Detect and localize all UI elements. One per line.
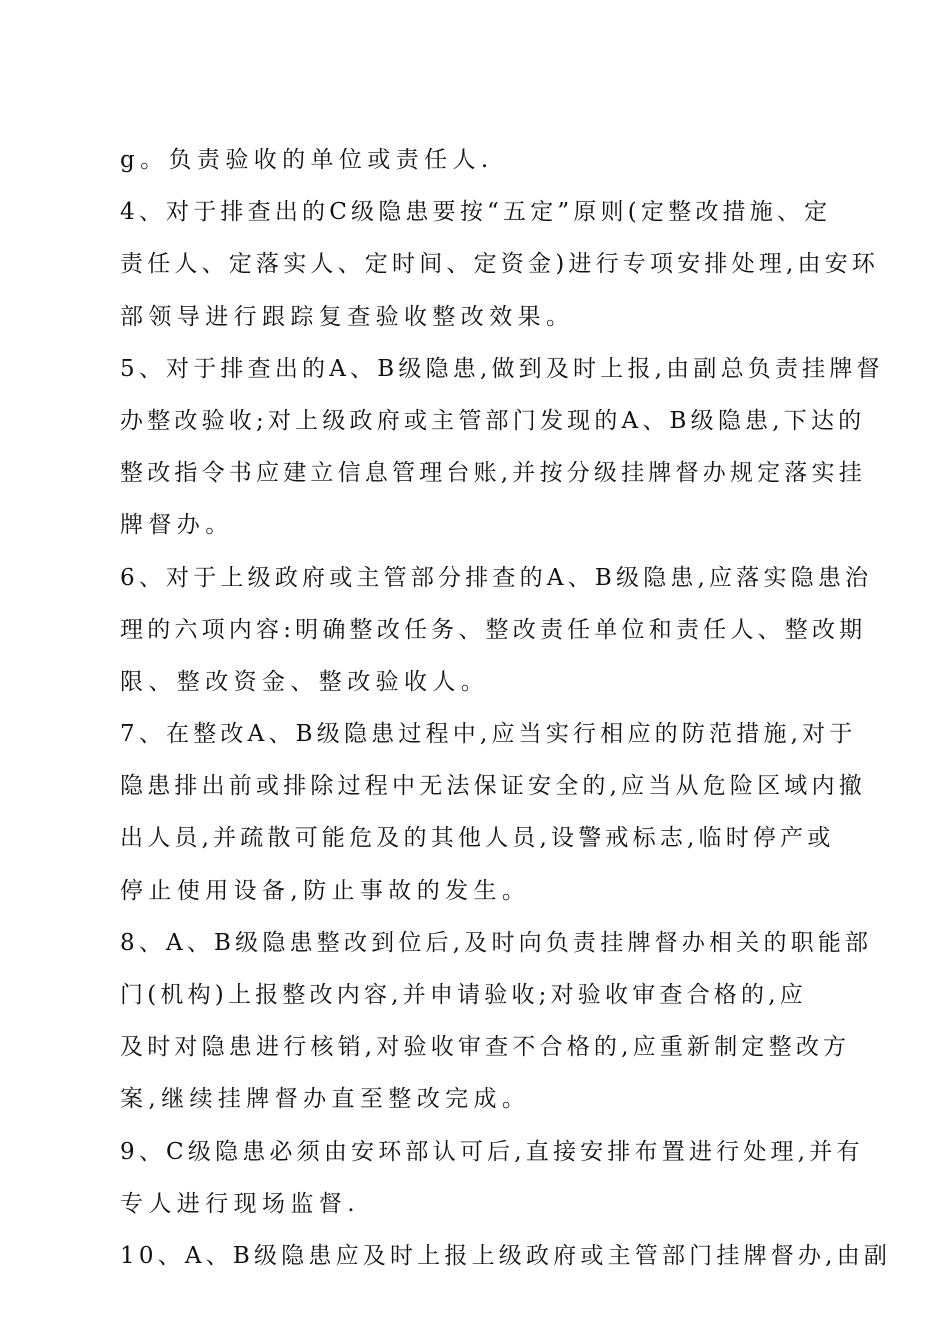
text-line-22: 10、A、B级隐患应及时上报上级政府或主管部门挂牌督办,由副 [120, 1242, 892, 1269]
text-line-14: 出人员,并疏散可能危及的其他人员,设警戒标志,临时停产或 [120, 825, 835, 852]
text-line-16: 8、A、B级隐患整改到位后,及时向负责挂牌督办相关的职能部 [120, 929, 873, 956]
text-line-2: 4、对于排查出的C级隐患要按“五定”原则(定整改措施、定 [120, 199, 832, 226]
text-line-15: 停止使用设备,防止事故的发生。 [120, 877, 531, 904]
text-line-19: 案,继续挂牌督办直至整改完成。 [120, 1086, 531, 1113]
text-line-21: 专人进行现场监督. [120, 1190, 360, 1217]
text-line-8: 牌督办。 [120, 512, 234, 539]
text-line-4: 部领导进行跟踪复查验收整改效果。 [120, 303, 575, 330]
text-line-10: 理的六项内容:明确整改任务、整改责任单位和责任人、整改期 [120, 616, 867, 643]
document-body [120, 134, 892, 1282]
text-line-12: 7、在整改A、B级隐患过程中,应当实行相应的防范措施,对于 [120, 721, 857, 748]
text-line-13: 隐患排出前或排除过程中无法保证安全的,应当从危险区域内撤 [120, 773, 866, 800]
text-line-17: 门(机构)上报整改内容,并申请验收;对验收审查合格的,应 [120, 982, 807, 1008]
text-line-5: 5、对于排查出的A、B级隐患,做到及时上报,由副总负责挂牌督 [120, 355, 884, 382]
text-line-7: 整改指令书应建立信息管理台账,并按分级挂牌督办规定落实挂 [120, 460, 866, 487]
text-line-9: 6、对于上级政府或主管部分排查的A、B级隐患,应落实隐患治 [120, 564, 873, 591]
text-line-18: 及时对隐患进行核销,对验收审查不合格的,应重新制定整改方 [120, 1034, 851, 1061]
text-line-6: 办整改验收;对上级政府或主管部门发现的A、B级隐患,下达的 [120, 407, 866, 434]
text-line-20: 9、C级隐患必须由安环部认可后,直接安排布置进行处理,并有 [120, 1138, 864, 1165]
text-line-3: 责任人、定落实人、定时间、定资金)进行专项安排处理,由安环 [120, 251, 880, 278]
text-line-11: 限、整改资金、整改验收人。 [120, 668, 490, 695]
text-line-1: g。负责验收的单位或责任人. [120, 147, 494, 173]
